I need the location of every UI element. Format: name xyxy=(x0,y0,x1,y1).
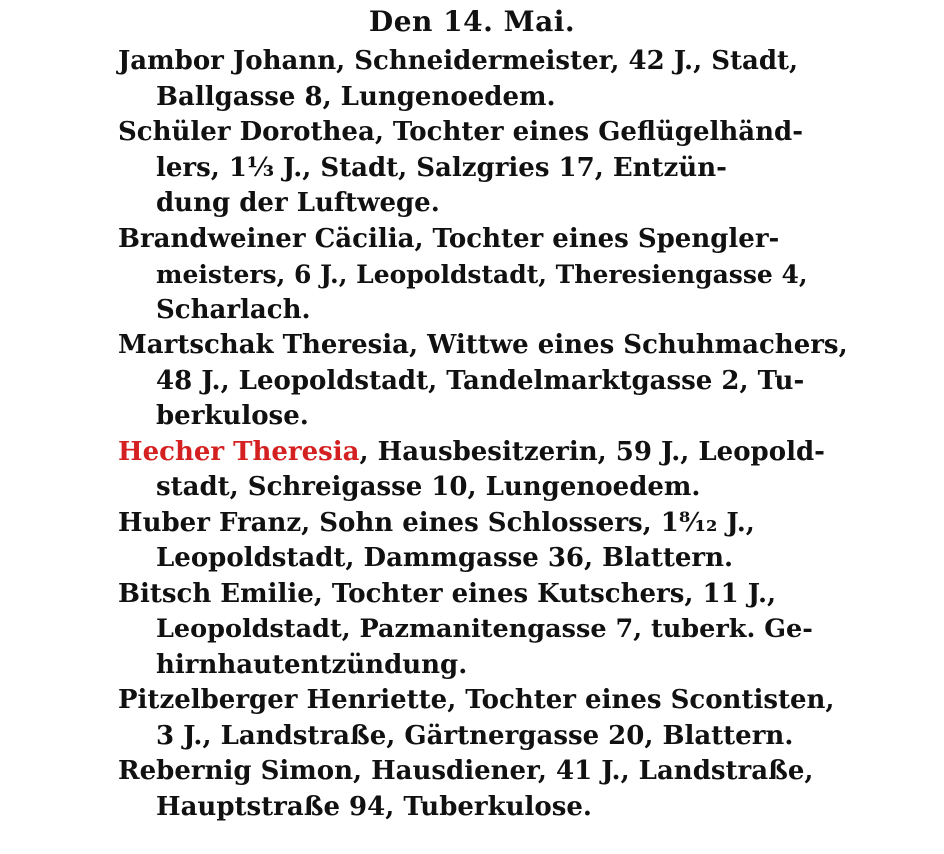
entry-line: dung der Luftwege. xyxy=(156,188,440,218)
entry-line xyxy=(118,435,825,471)
entry-line-rest: , Hausbesitzerin, 59 J., Leopold- xyxy=(359,436,825,467)
register-entry xyxy=(118,44,818,115)
register-entry-highlighted xyxy=(118,435,825,506)
register-entry xyxy=(118,328,848,435)
entry-line: Martschak Theresia, Wittwe eines Schuhmachers, xyxy=(118,330,848,360)
entry-line: Schüler Dorothea, Tochter eines Geflügelhänd- xyxy=(118,117,803,147)
register-entry xyxy=(118,577,818,684)
entry-line: Jambor Johann, Schneidermeister, 42 J., Stadt, xyxy=(118,46,799,76)
register-entry xyxy=(118,506,818,577)
entry-line: stadt, Schreigasse 10, Lungenoedem. xyxy=(156,472,701,502)
entry-line: Hauptstraße 94, Tuberkulose. xyxy=(156,791,592,822)
death-register-list xyxy=(118,44,848,825)
entry-line: hirnhautentzündung. xyxy=(156,649,468,680)
entry-line: 3 J., Landstraße, Gärtnergasse 20, Blattern. xyxy=(156,720,794,751)
entry-line: Ballgasse 8, Lungenoedem. xyxy=(156,81,556,112)
entry-line: Huber Franz, Sohn eines Schlossers, 1⁸⁄₁₂ J., xyxy=(118,507,755,538)
entry-line: Leopoldstadt, Pazmanitengasse 7, tuberk. Ge- xyxy=(156,614,813,644)
register-entry xyxy=(118,754,818,825)
entry-line: Rebernig Simon, Hausdiener, 41 J., Landstraße, xyxy=(118,756,814,786)
date-heading: Den 14. Mai. xyxy=(368,5,576,38)
entry-line: lers, 1⅓ J., Stadt, Salzgries 17, Entzün- xyxy=(156,152,727,183)
register-entry xyxy=(118,222,818,329)
register-entry xyxy=(118,115,818,222)
entry-line: Brandweiner Cäcilia, Tochter eines Spengler- xyxy=(118,223,780,254)
highlighted-name: Hecher Theresia xyxy=(118,436,360,467)
entry-line: berkulose. xyxy=(156,401,309,431)
entry-line: Bitsch Emilie, Tochter eines Kutschers, 11 J., xyxy=(118,578,777,609)
entry-line: 48 J., Leopoldstadt, Tandelmarktgasse 2, Tu- xyxy=(156,365,805,396)
entry-line: Scharlach. xyxy=(156,294,311,325)
register-entry xyxy=(118,683,835,754)
entry-line: Leopoldstadt, Dammgasse 36, Blattern. xyxy=(156,543,734,573)
entry-line: meisters, 6 J., Leopoldstadt, Theresiengasse 4, xyxy=(156,260,808,289)
entry-line: Pitzelberger Henriette, Tochter eines Scontisten, xyxy=(118,685,835,715)
